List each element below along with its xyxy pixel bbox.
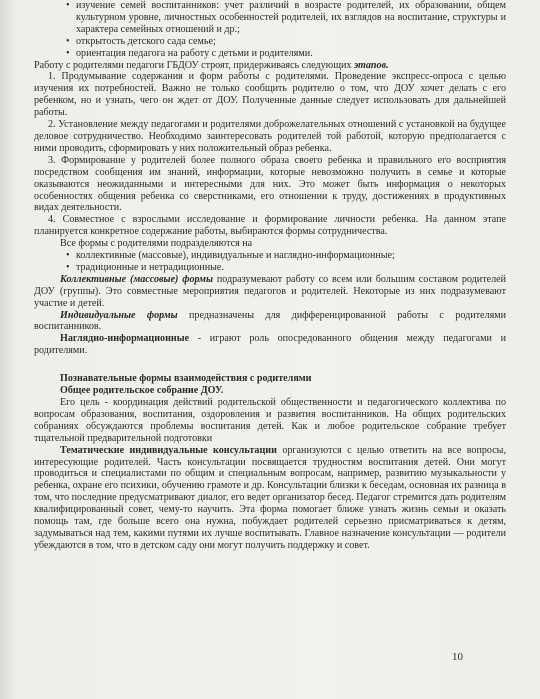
list-item: • ориентация педагога на работу с детьми и родителями. (34, 48, 506, 60)
consultation-term: Тематические индивидуальные консультации (60, 444, 277, 456)
list-item: • изучение семей воспитанников: учет различий в возрасте родителей, их образовании, общем культурном уровне, личностных особенностей родителей, их взглядов на воспитание, структуры и характера семейных отношений и др.; (34, 0, 506, 36)
stage-3: 3. Формирование у родителей более полного образа своего ребенка и правильного его восприятия посредством сообщения им знаний, информации, которые невозможно получить в семье и которые оказываются неожиданными и интересными для них. Это может быть информация о некоторых особенностях общения ребенка со сверстниками, его отношении к труду, достижениях в продуктивных видах деятельности. (34, 154, 506, 214)
stage-2: 2. Установление между педагогами и родителями доброжелательных отношений с установкой на будущее деловое сотрудничество. Необходимо заинтересовать родителей той работой, которую предполагается с ними проводить, сформировать у них положительный образ ребенка. (34, 119, 506, 154)
list-item: • коллективные (массовые), индивидуальные и наглядно-информационные; (34, 250, 506, 262)
page-number: 10 (452, 651, 463, 663)
list-item: • традиционные и нетрадиционные. (34, 262, 506, 274)
stages-emphasis: этапов. (353, 59, 389, 71)
individual-forms-paragraph: Индивидуальные формы предназначены для дифференцированной работы с родителями воспитанников. (34, 309, 507, 333)
meeting-paragraph: Его цель - координация действий родительской общественности и педагогического коллектива по вопросам образования, воспитания, оздоровления и развития воспитанников. На общих родительских собраниях обсуждаются проблемы воспитания детей. Как и любое родительское собрание требует тщательной предварительной подготовки (34, 397, 506, 444)
forms-intro: Все формы с родителями подразделяются на (60, 238, 253, 250)
stage-1: 1. Продумывание содержания и форм работы с родителями. Проведение экспресс-опроса с целью изучения их потребностей. Важно не только сообщить родителю о том, что ДОУ хочет делать с его ребенком, но и узнать, чего он ждет от ДОУ. Полученные данные следует использовать для дальнейшей работы. (34, 71, 506, 119)
consultation-paragraph: Тематические индивидуальные консультации организуются с целью ответить на все вопросы, интересующие родителей. Часть консультации посвящается трудностям воспитания детей. Они могут проводиться и специалистами по общим и специальным вопросам, например, развитию музыкальности у ребенка, охране его психики, обучению грамоте и др. Консультации близки к беседам, основная их разница в том, что последние предусматривают диалог, его ведет организатор бесед. Педагог стремится дать родителям квалифицированный совет, чему-то научить. Эта форма помогает ближе узнать жизнь семьи и оказать помощь там, где больше всего она нужна, побуждает родителей серьезно присматриваться к детям, задумываться над тем, какими путями их лучше воспитывать. Главное назначение консультации — родители убеждаются в том, что в детском саду они могут получить поддержку и совет. (34, 444, 506, 551)
stage-4: 4. Совместное с взрослыми исследование и формирование личности ребенка. На данном этапе планируется конкретное содержание работы, выбираются формы сотрудничества. (34, 214, 506, 238)
section-title: Познавательные формы взаимодействия с родителями (60, 373, 312, 385)
page-body (34, 0, 506, 552)
stages-intro: Работу с родителями педагоги ГБДОУ строят, придерживаясь следующих этапов. (34, 59, 389, 71)
individual-forms-term: Индивидуальные формы (60, 309, 178, 321)
visual-forms-paragraph: Наглядно-информационные - играют роль опосредованного общения между педагогами и родителями. (34, 333, 506, 357)
collective-forms-paragraph: Коллективные (массовые) формы подразумевают работу со всем или большим составом родителей ДОУ (группы). Это совместные мероприятия педагогов и родителей. Некоторые из них подразумевают участие и детей. (34, 273, 507, 309)
collective-forms-term: Коллективные (массовые) формы (60, 273, 213, 285)
subsection-title: Общее родительское собрание ДОУ. (60, 385, 224, 397)
list-item: • открытость детского сада семье; (34, 36, 506, 48)
visual-forms-term: Наглядно-информационные (60, 333, 190, 345)
